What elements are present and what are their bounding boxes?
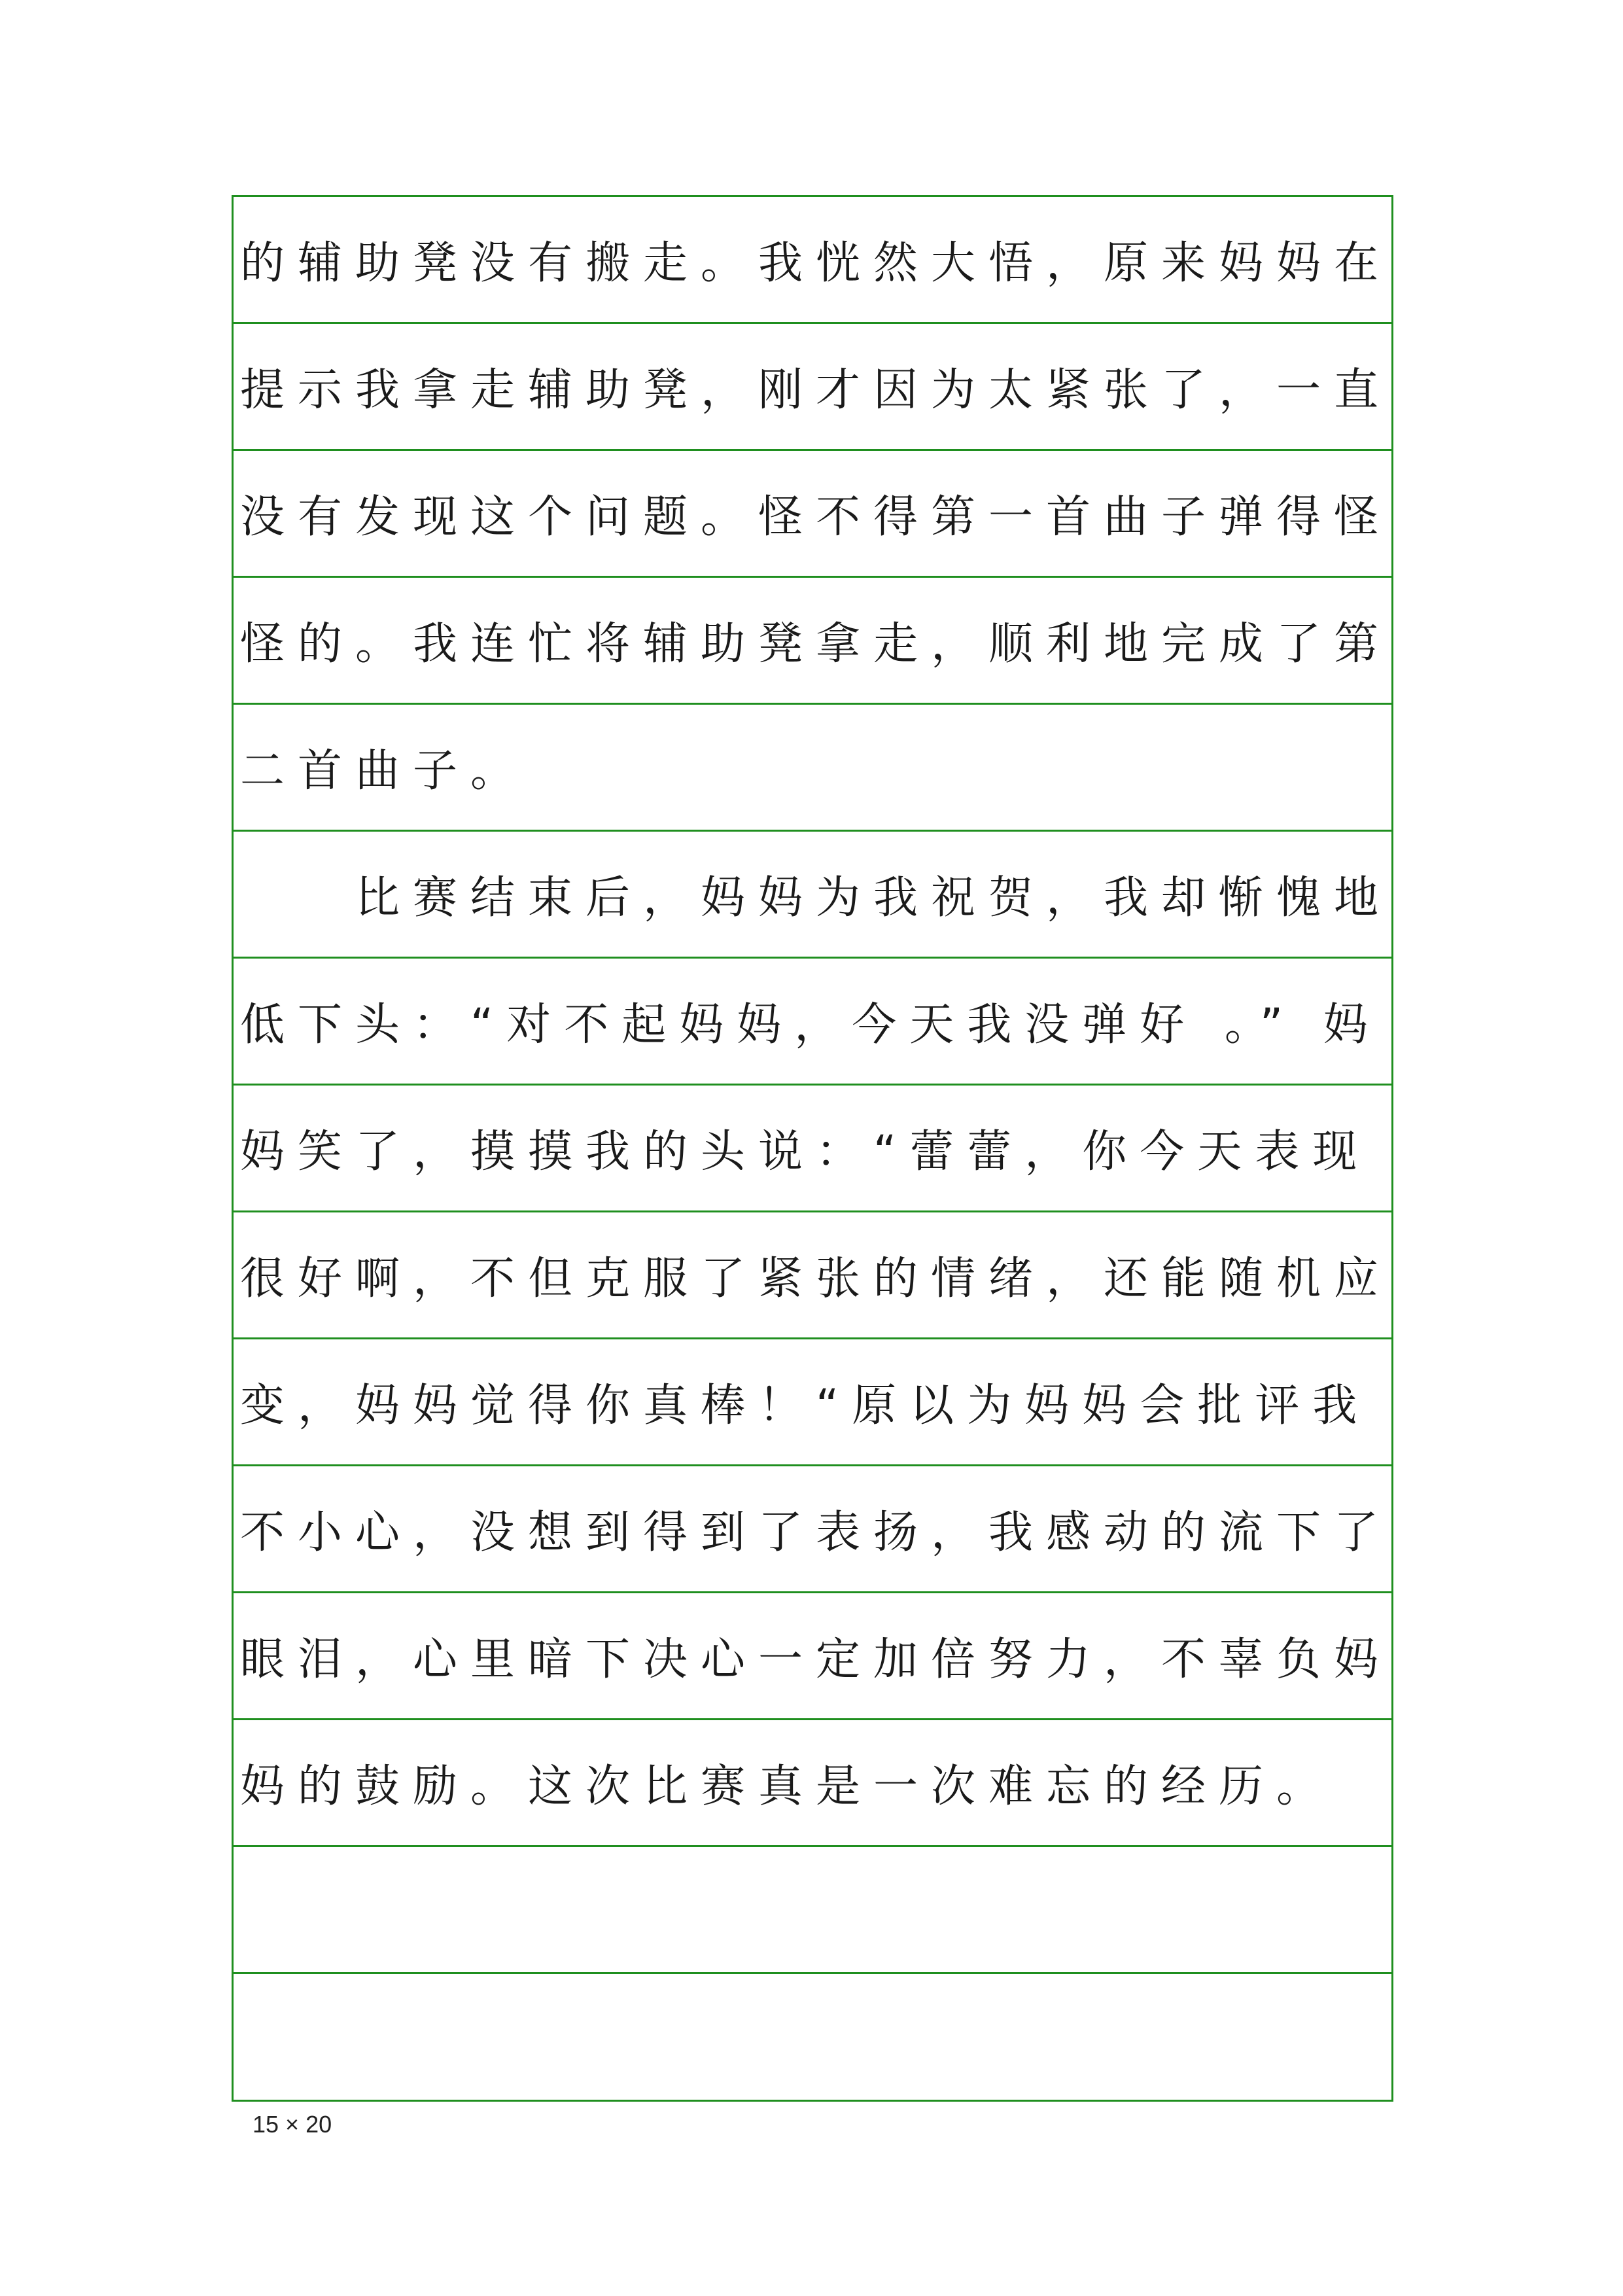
text-line: 二首曲子。 — [240, 745, 529, 797]
grid-row — [234, 1974, 1391, 2101]
grid-row — [234, 1086, 1391, 1212]
grid-row — [234, 324, 1391, 451]
grid-row — [234, 1466, 1391, 1593]
manuscript-grid — [232, 195, 1393, 2102]
text-line: 比赛结束后，妈妈为我祝贺，我却惭愧地 — [240, 872, 1392, 924]
grid-row — [234, 959, 1391, 1086]
text-line — [240, 1847, 1386, 1972]
grid-row — [234, 1593, 1391, 1720]
grid-row — [234, 578, 1391, 705]
grid-row — [234, 1212, 1391, 1339]
text-line — [240, 1974, 1386, 2101]
text-line: 不小心，没想到得到了表扬，我感动的流下了 — [240, 1507, 1392, 1559]
text-line: 很好啊，不但克服了紧张的情绪，还能随机应 — [240, 1253, 1392, 1305]
grid-row — [234, 451, 1391, 578]
text-line: 妈的鼓励。这次比赛真是一次难忘的经历。 — [240, 1761, 1335, 1812]
text-line: 的辅助凳没有搬走。我恍然大悟，原来妈妈在 — [240, 238, 1392, 289]
grid-row — [234, 197, 1391, 324]
text-line: 低下头：“对不起妈妈，今天我没弹好 。” 妈 — [240, 999, 1381, 1051]
grid-row — [234, 832, 1391, 959]
text-line: 眼泪，心里暗下决心一定加倍努力，不辜负妈 — [240, 1634, 1392, 1686]
grid-row — [234, 1339, 1391, 1466]
grid-size-label: 15 × 20 — [253, 2111, 332, 2138]
text-line: 变，妈妈觉得你真棒！“原以为妈妈会批评我 — [240, 1380, 1370, 1432]
grid-row — [234, 705, 1391, 832]
text-line: 提示我拿走辅助凳，刚才因为太紧张了，一直 — [240, 364, 1392, 416]
text-line: 没有发现这个问题。怪不得第一首曲子弹得怪 — [240, 491, 1392, 543]
grid-row — [234, 1847, 1391, 1974]
text-line: 怪的。我连忙将辅助凳拿走，顺利地完成了第 — [240, 618, 1392, 670]
grid-row — [234, 1720, 1391, 1847]
text-line: 妈笑了，摸摸我的头说：“蕾蕾，你今天表现 — [240, 1126, 1370, 1178]
